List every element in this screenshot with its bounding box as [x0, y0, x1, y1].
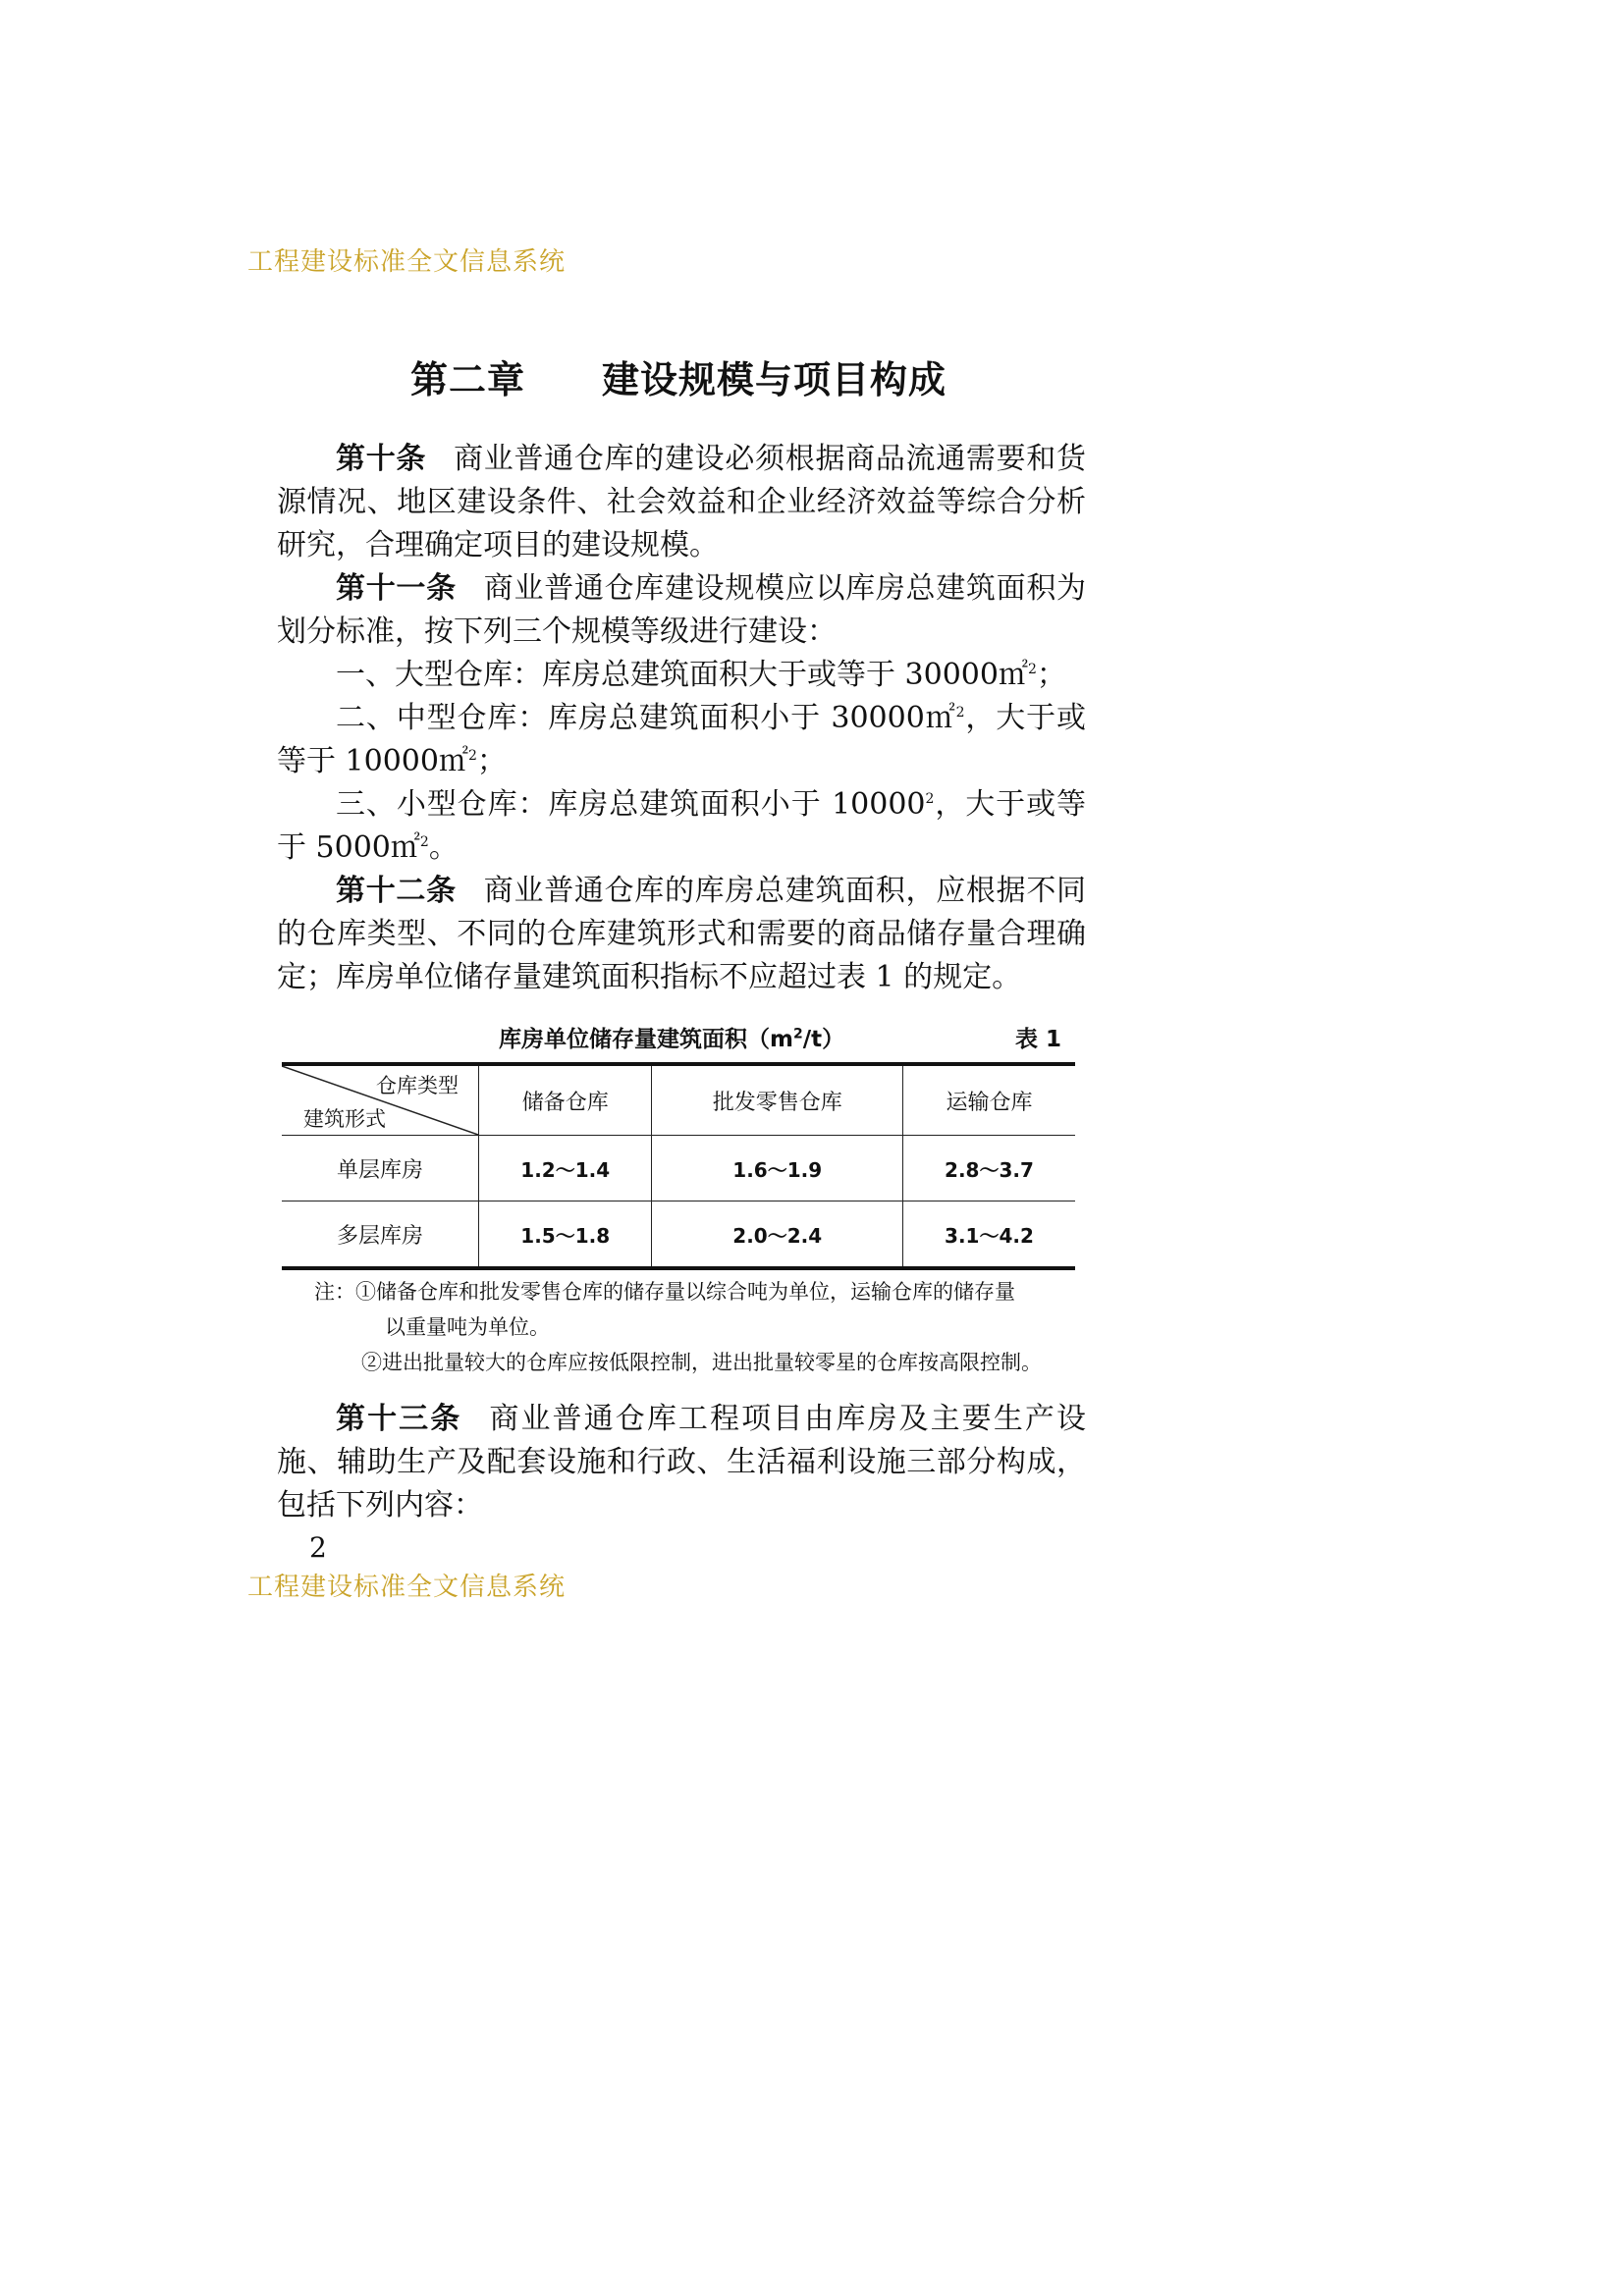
- table-number: 表 1: [1015, 1027, 1062, 1052]
- table-cell: 2.0～2.4: [652, 1201, 903, 1269]
- table-row: [282, 1136, 1075, 1201]
- row-label: 单层库房: [282, 1136, 479, 1201]
- column-header: 运输仓库: [902, 1064, 1075, 1136]
- header-warehouse-type: 仓库类型: [376, 1074, 459, 1097]
- note-2: ②进出批量较大的仓库应按低限控制，进出批量较零星的仓库按高限控制。: [361, 1351, 1042, 1374]
- watermark-top: 工程建设标准全文信息系统: [247, 247, 567, 277]
- article-text: 商业普通仓库的建设必须根据商品流通需要和货源情况、地区建设条件、社会效益和企业经济效益等综合分析研究，合理确定项目的建设规模。: [277, 442, 1087, 562]
- articles-block-1: [277, 438, 1086, 999]
- column-header: 批发零售仓库: [652, 1064, 903, 1136]
- table-header-row: [282, 1064, 1075, 1136]
- diagonal-header-cell: [282, 1064, 479, 1136]
- table-cell: 1.6～1.9: [652, 1136, 903, 1201]
- table-cell: 2.8～3.7: [902, 1136, 1075, 1201]
- note-1: 注：①储备仓库和批发零售仓库的储存量以综合吨为单位，运输仓库的储存量: [314, 1280, 1015, 1304]
- article-label: 第十一条: [336, 571, 457, 606]
- article-label: 第十条: [336, 442, 427, 476]
- article-label: 第十三条: [336, 1402, 462, 1436]
- page-number: 2: [309, 1531, 327, 1564]
- article-13: [277, 1398, 1086, 1527]
- table-cell: 3.1～4.2: [902, 1201, 1075, 1269]
- article-text: 商业普通仓库的库房总建筑面积，应根据不同的仓库类型、不同的仓库建筑形式和需要的商品储存量合理确定；库房单位储存量建筑面积指标不应超过表 1 的规定。: [277, 874, 1087, 994]
- table-title: 库房单位储存量建筑面积$(m^2/t)$: [499, 1026, 845, 1052]
- table-cell: 1.5～1.8: [479, 1201, 652, 1269]
- article-12: [277, 870, 1086, 999]
- table-row: [282, 1201, 1075, 1269]
- article-text: 商业普通仓库工程项目由库房及主要生产设施、辅助生产及配套设施和行政、生活福利设施三部分构成，包括下列内容：: [277, 1402, 1087, 1522]
- table-cell: 1.2～1.4: [479, 1136, 652, 1201]
- chapter-heading: [410, 349, 947, 403]
- row-label: 多层库房: [282, 1201, 479, 1269]
- scale-item-medium: 二、中型仓库：库房总建筑面积小于 30000㎡$^2$，大于或等于 10000㎡$^2$；: [277, 701, 1086, 778]
- note-1-continued: 以重量吨为单位。: [385, 1315, 550, 1339]
- column-header: 储备仓库: [479, 1064, 652, 1136]
- area-index-table: [282, 1062, 1075, 1270]
- watermark-bottom: 工程建设标准全文信息系统: [247, 1573, 567, 1602]
- table-notes: [314, 1274, 1042, 1380]
- article-text: 商业普通仓库建设规模应以库房总建筑面积为划分标准，按下列三个规模等级进行建设：: [277, 571, 1087, 649]
- header-building-form: 建筑形式: [303, 1107, 386, 1131]
- scale-item-small: 三、小型仓库：库房总建筑面积小于 10000$^2$，大于或等于 5000㎡$^2$。: [277, 787, 1086, 865]
- article-11: [277, 567, 1086, 654]
- articles-block-2: [277, 1398, 1086, 1527]
- article-10: [277, 438, 1086, 567]
- chapter-title: 建设规模与项目构成: [602, 357, 947, 401]
- scale-item-large: 一、大型仓库：库房总建筑面积大于或等于 30000㎡$^2$；: [336, 658, 1066, 692]
- chapter-number: 第二章: [410, 357, 526, 401]
- article-label: 第十二条: [336, 874, 457, 908]
